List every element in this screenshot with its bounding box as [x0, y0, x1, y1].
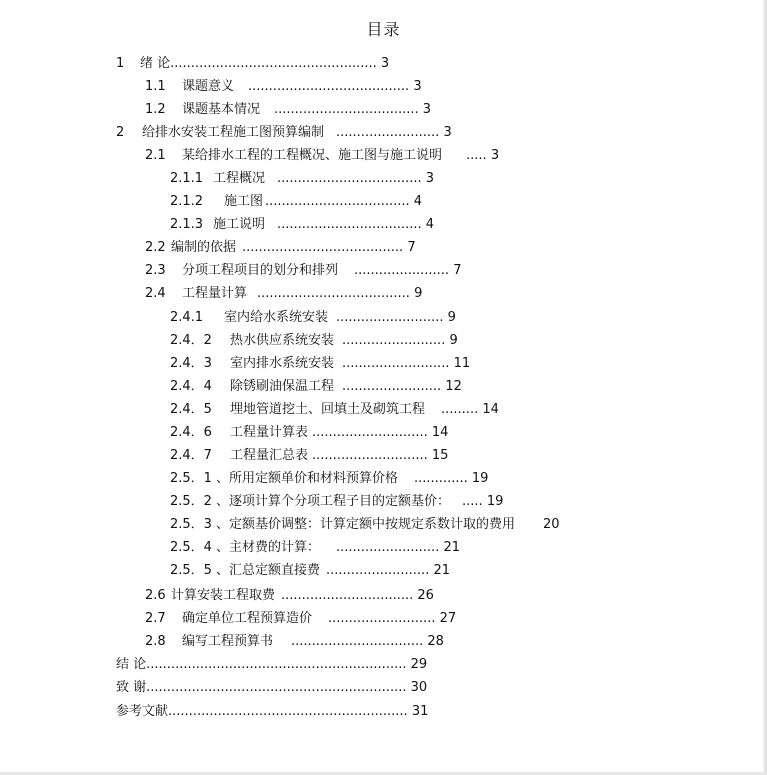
toc-entry-title: 分项工程项目的划分和排列	[182, 263, 339, 278]
toc-entry-2-5-2[interactable]	[170, 492, 503, 512]
toc-entry-title: 室内给水系统安装	[224, 310, 329, 325]
toc-entry-leader: .........................	[326, 563, 430, 578]
toc-entry-page: 14	[482, 402, 499, 417]
toc-entry-2-1-1[interactable]	[170, 169, 434, 189]
toc-entry-number: 2.4	[145, 286, 166, 301]
toc-entry-page: 15	[431, 448, 449, 463]
toc-entry-leader: ...................................	[277, 171, 422, 186]
toc-entry-page: 14	[431, 425, 449, 440]
toc-entry-2-4-3[interactable]	[170, 354, 470, 374]
toc-entry-page: 28	[427, 634, 444, 649]
toc-entry-number: 2.5．3	[170, 517, 212, 532]
toc-entry-title: 课题意义	[182, 79, 235, 94]
toc-entry-page: 7	[453, 263, 462, 278]
toc-entry-page: 12	[445, 379, 462, 394]
toc-entry-page: 20	[543, 517, 560, 532]
toc-entry-title: 确定单位工程预算造价	[182, 611, 313, 626]
toc-entry-number: 2.5．4	[170, 540, 212, 555]
toc-entry-leader: ............................	[312, 448, 428, 463]
toc-entry-page: 4	[425, 217, 435, 232]
toc-entry-number: 2.7	[145, 611, 166, 626]
toc-entry-leader: ...................................	[265, 194, 410, 209]
toc-entry-page: 3	[425, 171, 435, 186]
toc-entry-number: 1	[116, 56, 125, 71]
toc-entry-number: 2.3	[145, 263, 166, 278]
toc-entry-leader: ................................	[291, 634, 424, 649]
toc-entry-title: 、定额基价调整：计算定额中按规定系数计取的费用	[216, 517, 516, 532]
toc-entry-2-4-5[interactable]	[170, 400, 499, 420]
toc-entry-number: 2.5．1	[170, 471, 212, 486]
toc-entry-leader: ..........................................................	[168, 704, 408, 719]
toc-entry-leader: ..................................................	[170, 56, 377, 71]
toc-entry-title: 埋地管道挖土、回填土及砌筑工程	[230, 402, 426, 417]
toc-entry-page: 11	[453, 356, 471, 371]
toc-entry-leader: ........................	[342, 379, 442, 394]
toc-entry-leader: ..........................	[342, 356, 450, 371]
toc-entry-leader: .......................................	[248, 79, 410, 94]
toc-entry-page: 26	[417, 588, 434, 603]
toc-entry-conclusion[interactable]	[116, 655, 427, 675]
toc-entry-page: 3	[490, 148, 500, 163]
toc-entry-2-5-4[interactable]	[170, 538, 460, 558]
toc-entry-number: 2.4．2	[170, 333, 212, 348]
toc-entry-title: 致 谢	[116, 680, 147, 695]
toc-entry-title: 结 论	[116, 657, 147, 672]
toc-entry-title: 课题基本情况	[182, 102, 261, 117]
toc-entry-title: 计算安装工程取费	[171, 588, 276, 603]
toc-entry-page: 19	[471, 471, 489, 486]
toc-entry-leader: ............................	[312, 425, 428, 440]
toc-entry-leader: .......................................	[242, 240, 404, 255]
toc-entry-leader: ...................................	[277, 217, 422, 232]
toc-entry-number: 2.4.1	[170, 310, 204, 325]
toc-entry-page: 9	[414, 286, 423, 301]
toc-entry-2-4-1[interactable]	[170, 308, 456, 328]
toc-entry-title: 绪 论	[140, 56, 171, 71]
toc-entry-title: 热水供应系统安装	[230, 333, 335, 348]
toc-entry-number: 2.2	[145, 240, 166, 255]
toc-entry-leader: .........................	[342, 333, 446, 348]
toc-entry-2-5-1[interactable]	[170, 469, 488, 489]
toc-entry-number: 1.1	[145, 79, 166, 94]
toc-entry-2[interactable]	[116, 123, 452, 143]
toc-entry-number: 2.1.3	[170, 217, 204, 232]
toc-entry-title: 、主材费的计算：	[216, 540, 321, 555]
toc-entry-2-4[interactable]	[145, 284, 422, 304]
toc-entry-number: 2.1.1	[170, 171, 204, 186]
toc-entry-page: 7	[407, 240, 416, 255]
toc-entry-number: 1.2	[145, 102, 166, 117]
toc-entry-number: 2.4．6	[170, 425, 212, 440]
toc-entry-number: 2.8	[145, 634, 166, 649]
toc-entry-1-2[interactable]	[145, 100, 431, 120]
toc-entry-number: 2.4．7	[170, 448, 212, 463]
toc-entry-title: 编写工程预算书	[182, 634, 274, 649]
toc-entry-title: 、汇总定额直接费	[216, 563, 321, 578]
toc-entry-2-7[interactable]	[145, 609, 456, 629]
toc-entry-references[interactable]	[116, 702, 428, 722]
toc-entry-2-6[interactable]	[145, 586, 434, 606]
toc-entry-leader: ...............................................................	[146, 680, 407, 695]
toc-entry-page: 9	[447, 310, 456, 325]
toc-entry-title: 施工说明	[213, 217, 266, 232]
toc-entry-2-4-7[interactable]	[170, 446, 448, 466]
toc-entry-page: 30	[410, 680, 428, 695]
toc-entry-page: 3	[443, 125, 452, 140]
toc-entry-title: 工程量计算	[182, 286, 248, 301]
toc-entry-page: 27	[439, 611, 457, 626]
toc-entry-title: 某给排水工程的工程概况、施工图与施工说明	[182, 148, 443, 163]
toc-entry-number: 2.4．4	[170, 379, 212, 394]
toc-entry-leader: .........................	[336, 540, 440, 555]
toc-entry-title: 编制的依据	[171, 240, 237, 255]
toc-entry-acknowledgements[interactable]	[116, 678, 427, 698]
toc-entry-number: 2	[116, 125, 125, 140]
toc-entry-number: 2.6	[145, 588, 166, 603]
toc-entry-2-1-3[interactable]	[170, 215, 434, 235]
toc-entry-title: 工程量计算表	[230, 425, 309, 440]
toc-entry-page: 21	[433, 563, 451, 578]
toc-entry-leader: .....	[462, 494, 483, 509]
toc-entry-2-3[interactable]	[145, 261, 461, 281]
toc-entry-page: 21	[443, 540, 461, 555]
toc-entry-2-1[interactable]	[145, 146, 499, 166]
toc-entry-title: 工程量汇总表	[230, 448, 309, 463]
toc-entry-title: 、逐项计算个分项工程子目的定额基价：	[216, 494, 451, 509]
toc-entry-leader: .....	[466, 148, 487, 163]
toc-entry-page: 3	[422, 102, 432, 117]
toc-entry-2-5-5[interactable]	[170, 561, 450, 581]
toc-entry-title: 除锈刷油保温工程	[230, 379, 335, 394]
toc-entry-page: 19	[486, 494, 504, 509]
toc-entry-leader: .....................................	[257, 286, 410, 301]
toc-entry-title: 施工图	[224, 194, 264, 209]
toc-entry-page: 31	[411, 704, 429, 719]
toc-entry-page: 3	[380, 56, 390, 71]
toc-entry-leader: ...................................	[274, 102, 419, 117]
toc-entry-leader: ..........................	[336, 310, 444, 325]
toc-entry-2-5-3[interactable]	[170, 515, 560, 535]
toc-entry-2-2[interactable]	[145, 238, 416, 258]
toc-entry-leader: ..........................	[328, 611, 436, 626]
toc-entry-2-1-2[interactable]	[170, 192, 422, 212]
toc-entry-leader: .......................	[354, 263, 450, 278]
toc-entry-title: 、所用定额单价和材料预算价格	[216, 471, 399, 486]
toc-entry-2-4-4[interactable]	[170, 377, 462, 397]
toc-entry-2-4-6[interactable]	[170, 423, 448, 443]
toc-entry-number: 2.5．2	[170, 494, 212, 509]
toc-entry-leader: .........	[441, 402, 479, 417]
toc-entry-1-1[interactable]	[145, 77, 422, 97]
page-title: 目录	[366, 20, 401, 39]
toc-entry-number: 2.4．3	[170, 356, 212, 371]
toc-entry-title: 工程概况	[213, 171, 266, 186]
toc-entry-page: 29	[410, 657, 428, 672]
toc-entry-page: 3	[413, 79, 422, 94]
toc-entry-number: 2.4．5	[170, 402, 212, 417]
toc-entry-page: 9	[449, 333, 458, 348]
toc-entry-2-4-2[interactable]	[170, 331, 458, 351]
toc-entry-number: 2.1	[145, 148, 166, 163]
toc-entry-leader: ...............................................................	[146, 657, 407, 672]
toc-entry-1[interactable]	[116, 54, 389, 74]
toc-entry-2-8[interactable]	[145, 632, 444, 652]
toc-entry-leader: .........................	[336, 125, 440, 140]
toc-entry-number: 2.1.2	[170, 194, 204, 209]
toc-entry-leader: ................................	[281, 588, 414, 603]
toc-entry-leader: .............	[414, 471, 468, 486]
toc-entry-page: 4	[413, 194, 423, 209]
toc-entry-title: 参考文献	[116, 704, 169, 719]
toc-entry-number: 2.5．5	[170, 563, 212, 578]
toc-entry-title: 给排水安装工程施工图预算编制	[142, 125, 325, 140]
toc-entry-title: 室内排水系统安装	[230, 356, 335, 371]
